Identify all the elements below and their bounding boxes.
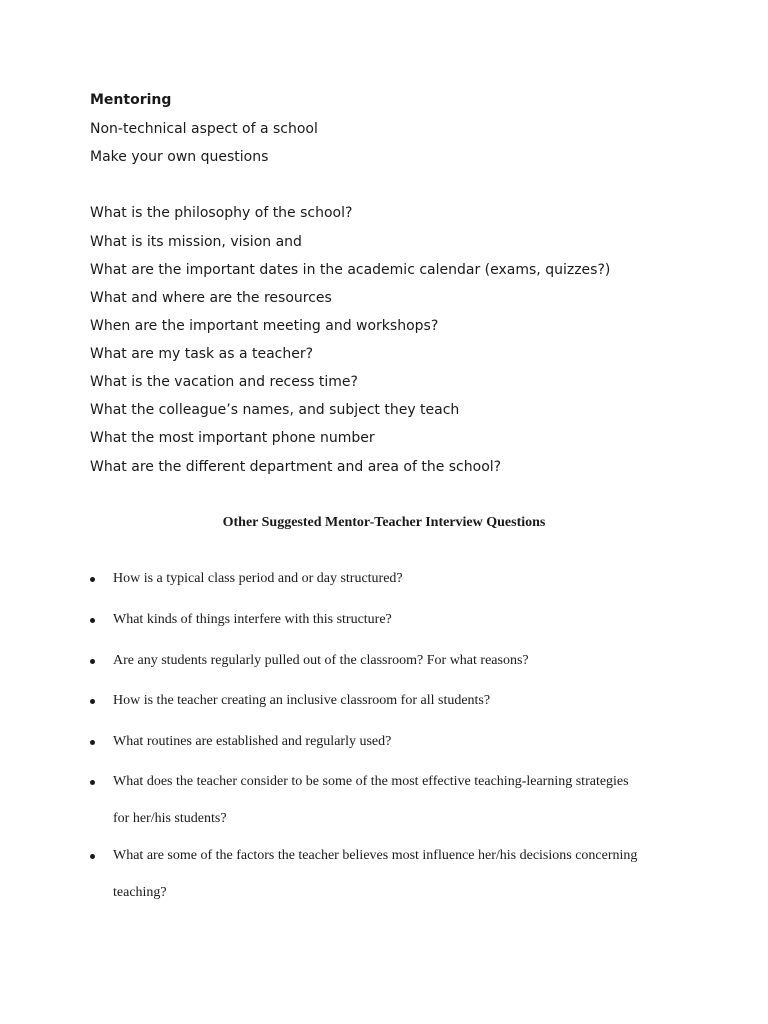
bullet-text-continued: for her/his students?	[113, 811, 227, 826]
bullet-text: What routines are established and regularly used?	[113, 734, 392, 749]
bullet-text: Are any students regularly pulled out of the classroom? For what reasons?	[113, 653, 529, 668]
question-item: What the colleague’s names, and subject they teach	[90, 402, 460, 418]
bullet-icon	[90, 780, 95, 785]
bullet-text-continued: teaching?	[113, 885, 167, 900]
question-item: What are the different department and area of the school?	[90, 459, 502, 475]
question-item: What is the philosophy of the school?	[90, 205, 353, 221]
bullet-text: How is a typical class period and or day structured?	[113, 571, 403, 586]
bullet-icon	[90, 577, 95, 582]
intro-line: Make your own questions	[90, 149, 269, 165]
question-item: What are my task as a teacher?	[90, 346, 314, 362]
question-item: What are the important dates in the academic calendar (exams, quizzes?)	[90, 262, 611, 278]
bullet-icon	[90, 699, 95, 704]
bullet-text: What kinds of things interfere with this structure?	[113, 612, 392, 627]
question-item: What is its mission, vision and	[90, 234, 302, 250]
section-title: Other Suggested Mentor-Teacher Interview Questions	[222, 515, 546, 530]
bullet-icon	[90, 659, 95, 664]
question-item: When are the important meeting and workshops?	[90, 318, 439, 334]
bullet-text: What does the teacher consider to be some of the most effective teaching-learning strategies	[113, 774, 629, 789]
bullet-icon	[90, 854, 95, 859]
question-item: What is the vacation and recess time?	[90, 374, 358, 390]
bullet-text: How is the teacher creating an inclusive classroom for all students?	[113, 693, 491, 708]
bullet-icon	[90, 618, 95, 623]
question-item: What the most important phone number	[90, 430, 375, 446]
question-item: What and where are the resources	[90, 290, 332, 306]
bullet-text: What are some of the factors the teacher believes most influence her/his decisions concerning	[113, 848, 638, 863]
intro-line: Non-technical aspect of a school	[90, 121, 318, 137]
bullet-icon	[90, 740, 95, 745]
page-heading: Mentoring	[90, 92, 172, 108]
